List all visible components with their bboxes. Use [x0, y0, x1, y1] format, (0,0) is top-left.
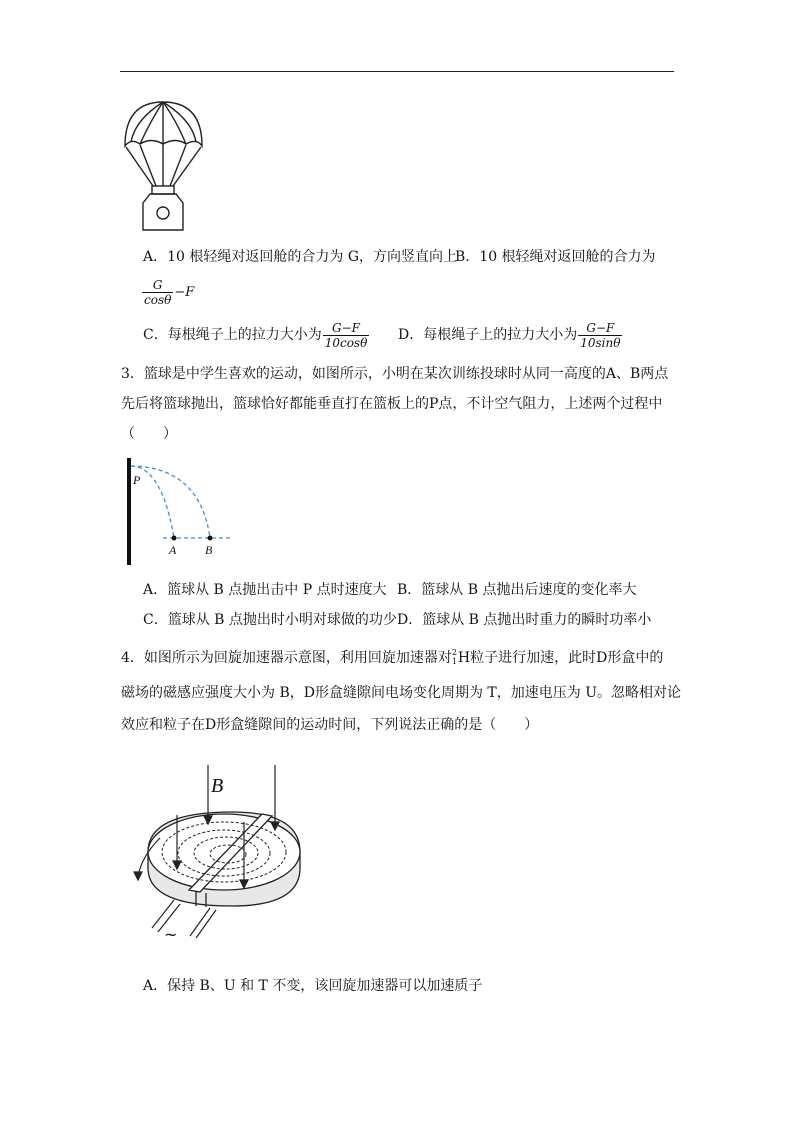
parachute-capsule-figure	[120, 100, 210, 235]
q2-option-d-denominator: 10sinθ	[580, 335, 621, 350]
deuteron-isotope-prefix	[452, 649, 458, 667]
q4-option-a: A．保持 B、U 和 T 不变，该回旋加速器可以加速质子	[143, 978, 483, 994]
isotope-symbol: H	[457, 650, 471, 666]
cyclotron-field-label-b: B	[211, 775, 224, 797]
q2-option-b-tail: −F	[174, 285, 195, 300]
header-rule	[120, 71, 674, 72]
q2-option-c-numerator: G−F	[323, 321, 370, 336]
q2-option-b	[455, 247, 656, 267]
q3-option-a: A．篮球从 B 点抛出击中 P 点时速度大	[143, 582, 387, 598]
q3-option-d: D．篮球从 B 点抛出时重力的瞬时功率小	[397, 612, 652, 628]
q2-option-c-text: C．每根绳子上的拉力大小为	[143, 327, 322, 343]
q2-option-c	[143, 318, 370, 352]
basketball-trajectory-figure	[120, 455, 240, 565]
q4-stem-line-1-post: 粒子进行加速，此时D形盒中的	[470, 650, 664, 666]
q2-option-b-text: B．10 根轻绳对返回舱的合力为	[455, 249, 656, 265]
q2-option-c-fraction	[323, 321, 370, 350]
q2-option-d-numerator: G−F	[578, 321, 622, 336]
q2-option-b-denominator: cosθ	[144, 292, 172, 307]
isotope-mass-number: 2	[451, 648, 457, 657]
q2-option-d	[398, 318, 623, 352]
q3-stem-line-1: 3．篮球是中学生喜欢的运动，如图所示，小明在某次训练投球时从同一高度的A、B两点	[121, 366, 669, 382]
isotope-atomic-number: 1	[451, 657, 457, 666]
q2-option-d-text: D．每根绳子上的拉力大小为	[398, 327, 578, 343]
q2-option-c-denominator: 10cosθ	[324, 335, 368, 350]
trajectory-label-b: B	[205, 543, 213, 557]
q4-stem-line-3: 效应和粒子在D形盒缝隙间的运动时间，下列说法正确的是（ ）	[121, 717, 539, 733]
q2-option-b-numerator: G	[142, 278, 173, 293]
q2-option-b-expression	[141, 275, 194, 310]
q4-stem-line-1-pre: 4．如图所示为回旋加速器示意图，利用回旋加速器对	[121, 650, 452, 666]
q2-option-a: A．10 根轻绳对返回舱的合力为 G，方向竖直向上	[143, 249, 458, 265]
q4-stem-line-1	[121, 648, 663, 668]
q3-option-b: B．篮球从 B 点抛出后速度的变化率大	[397, 582, 637, 598]
q3-stem-line-2: 先后将篮球抛出，篮球恰好都能垂直打在篮板上的P点，不计空气阻力，上述两个过程中	[121, 396, 663, 412]
q2-option-d-fraction	[578, 321, 622, 350]
q3-stem-line-3: （ ）	[121, 426, 177, 442]
trajectory-label-a: A	[169, 543, 177, 557]
trajectory-label-p: P	[133, 473, 141, 487]
ac-source-symbol: ~	[164, 925, 178, 944]
cyclotron-figure	[120, 760, 310, 945]
q2-option-b-fraction	[142, 278, 173, 307]
q4-stem-line-2: 磁场的磁感应强度大小为 B，D形盒缝隙间电场变化周期为 T，加速电压为 U。忽略相对论	[121, 685, 681, 701]
q3-option-c: C．篮球从 B 点抛出时小明对球做的功少	[143, 612, 397, 628]
